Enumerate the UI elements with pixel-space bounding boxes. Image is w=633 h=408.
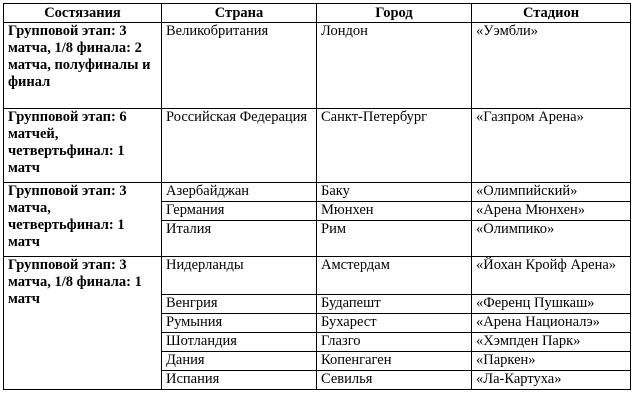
country-cell: Венгрия bbox=[162, 295, 317, 314]
city-cell: Лондон bbox=[317, 23, 472, 109]
stage-cell: Групповой этап: 6 матчей, четвертьфинал: 1 матч bbox=[4, 109, 162, 183]
stadium-cell: «Арена Мюнхен» bbox=[472, 202, 631, 221]
country-cell: Российская Федерация bbox=[162, 109, 317, 183]
stadium-cell: «Ла-Картуха» bbox=[472, 371, 631, 390]
stadium-cell: «Олимпийский» bbox=[472, 183, 631, 202]
city-cell: Рим bbox=[317, 221, 472, 257]
city-cell: Амстердам bbox=[317, 257, 472, 295]
header-competitions: Состязания bbox=[4, 4, 162, 23]
table-row bbox=[4, 183, 631, 202]
country-cell: Италия bbox=[162, 221, 317, 257]
stadium-cell: «Паркен» bbox=[472, 352, 631, 371]
stadium-cell: «Ференц Пушкаш» bbox=[472, 295, 631, 314]
stadium-cell: «Йохан Кройф Арена» bbox=[472, 257, 631, 295]
table-row bbox=[4, 109, 631, 183]
table-row bbox=[4, 23, 631, 109]
city-cell: Копенгаген bbox=[317, 352, 472, 371]
city-cell: Глазго bbox=[317, 333, 472, 352]
city-cell: Севилья bbox=[317, 371, 472, 390]
city-cell: Мюнхен bbox=[317, 202, 472, 221]
stadium-cell: «Уэмбли» bbox=[472, 23, 631, 109]
city-cell: Будапешт bbox=[317, 295, 472, 314]
header-city: Город bbox=[317, 4, 472, 23]
stage-cell: Групповой этап: 3 матча, 1/8 финала: 1 матч bbox=[4, 257, 162, 390]
city-cell: Санкт-Петербург bbox=[317, 109, 472, 183]
country-cell: Нидерланды bbox=[162, 257, 317, 295]
stadium-cell: «Газпром Арена» bbox=[472, 109, 631, 183]
header-stadium: Стадион bbox=[472, 4, 631, 23]
stage-cell: Групповой этап: 3 матча, четвертьфинал: 1 матч bbox=[4, 183, 162, 257]
table-body bbox=[4, 23, 631, 390]
header-country: Страна bbox=[162, 4, 317, 23]
stadium-cell: «Арена Националэ» bbox=[472, 314, 631, 333]
country-cell: Дания bbox=[162, 352, 317, 371]
stadium-cell: «Хэмпден Парк» bbox=[472, 333, 631, 352]
country-cell: Шотландия bbox=[162, 333, 317, 352]
country-cell: Испания bbox=[162, 371, 317, 390]
city-cell: Баку bbox=[317, 183, 472, 202]
header-row bbox=[4, 4, 631, 23]
country-cell: Германия bbox=[162, 202, 317, 221]
stadium-cell: «Олимпико» bbox=[472, 221, 631, 257]
country-cell: Великобритания bbox=[162, 23, 317, 109]
city-cell: Бухарест bbox=[317, 314, 472, 333]
stage-cell: Групповой этап: 3 матча, 1/8 финала: 2 матча, полуфиналы и финал bbox=[4, 23, 162, 109]
country-cell: Румыния bbox=[162, 314, 317, 333]
country-cell: Азербайджан bbox=[162, 183, 317, 202]
table-row bbox=[4, 257, 631, 295]
venues-table bbox=[3, 3, 631, 390]
table-header bbox=[4, 4, 631, 23]
